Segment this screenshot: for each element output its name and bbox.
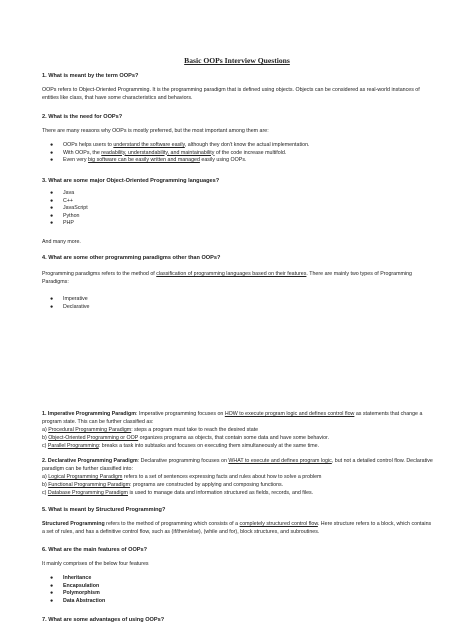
bullet-icon: ● <box>50 142 54 148</box>
list-item: ● Declarative <box>50 303 90 310</box>
bullet-icon: ● <box>50 590 54 597</box>
bullet-icon: ● <box>50 190 54 196</box>
question-5-heading: 5. What is meant by Structured Programming? <box>42 507 166 513</box>
bullet-icon: ● <box>50 220 54 227</box>
list-item: ● PHP <box>50 220 74 227</box>
bullet-icon: ● <box>50 149 54 156</box>
question-1-answer: OOPs refers to Object-Oriented Programming. It is the programming paradigm that is defined using objects. Objects can be considered as real-world instances of entities like class, that have some characteristics and behaviors. <box>42 87 420 101</box>
paradigm-list <box>50 296 434 311</box>
question-2-intro: There are many reasons why OOPs is mostly preferred, but the most important among them are: <box>42 128 269 134</box>
bullet-icon: ● <box>50 197 54 204</box>
list-item: ● With OOPs, the readability, understandability, and maintainability of the code increase multifold. <box>50 149 287 156</box>
question-5-answer: Structured Programming refers to the method of programming which consists of a completely structured control flow. Here structure refers to a block, which contains a set of rules, and has a definitive control flow, such as (if/then/else), (while and for), block structures, and subroutines. <box>42 521 432 535</box>
list-item: ● Encapsulation <box>50 582 100 589</box>
question-6-heading: 6. What are the main features of OOPs? <box>42 547 148 553</box>
list-item: ● Data Abstraction <box>50 597 106 604</box>
question-2-bullets <box>50 142 434 165</box>
list-item: ● Inheritance <box>50 575 92 581</box>
features-list <box>50 575 434 605</box>
list-item: ● Polymorphism <box>50 590 100 597</box>
question-2-heading: 2. What is the need for OOPs? <box>42 114 123 120</box>
bullet-icon: ● <box>50 597 54 604</box>
question-4-answer: Programming paradigms refers to the method of classification of programming languages based on their features. There are mainly two types of Programming Paradigms: <box>42 271 412 285</box>
document-title: Basic OOPs Interview Questions <box>184 56 290 65</box>
bullet-icon: ● <box>50 582 54 589</box>
declarative-paradigm: 2. Declarative Programming Paradigm: Declarative programming focuses on WHAT to execute and defines program logic, but not a detailed control flow. Declarative paradigm can be further classified into: a) Logical Programming Paradigm refers to a set of sentences expressing facts and rules about how to solve a problem b) Functional Programming Paradigm: programs are constructed by applying and composing functions. c) Database Programming Paradigm is used to manage data and information structured as fields, records, and files. <box>42 458 433 496</box>
bullet-icon: ● <box>50 303 54 310</box>
list-item: ● Even very big software can be easily written and managed easily using OOPs. <box>50 157 247 164</box>
list-item: ● Java <box>50 190 75 196</box>
list-item: ● OOPs helps users to understand the software easily, although they don't know the actual implementation. <box>50 142 310 148</box>
question-7-heading: 7. What are some advantages of using OOPs? <box>42 617 165 623</box>
question-3-after: And many more. <box>42 239 81 245</box>
list-item: ● Python <box>50 212 80 219</box>
bullet-icon: ● <box>50 157 54 164</box>
bullet-icon: ● <box>50 212 54 219</box>
question-3-heading: 3. What are some major Object-Oriented Programming languages? <box>42 178 220 184</box>
list-item: ● C++ <box>50 197 74 204</box>
list-item: ● JavaScript <box>50 205 88 212</box>
language-list <box>50 190 434 228</box>
bullet-icon: ● <box>50 205 54 212</box>
imperative-paradigm: 1. Imperative Programming Paradigm: Imperative programming focuses on HOW to execute program logic and defines control flow as statements that change a program state. This can be further classified as: a) Procedural Programming Paradigm: steps a program must take to reach the desired state b) Object-Oriented Programming or OOP organizes programs as objects, that contain some data and have some behavior. c) Parallel Programming: breaks a task into subtasks and focuses on executing them simultaneously at the same time. <box>42 411 423 449</box>
question-1-heading: 1. What is meant by the term OOPs? <box>42 73 139 79</box>
bullet-icon: ● <box>50 575 54 581</box>
question-6-intro: It mainly comprises of the below four features <box>42 561 149 567</box>
question-4-heading: 4. What are some other programming paradigms other than OOPs? <box>42 255 221 261</box>
list-item: ● Imperative <box>50 296 88 302</box>
bullet-icon: ● <box>50 296 54 302</box>
